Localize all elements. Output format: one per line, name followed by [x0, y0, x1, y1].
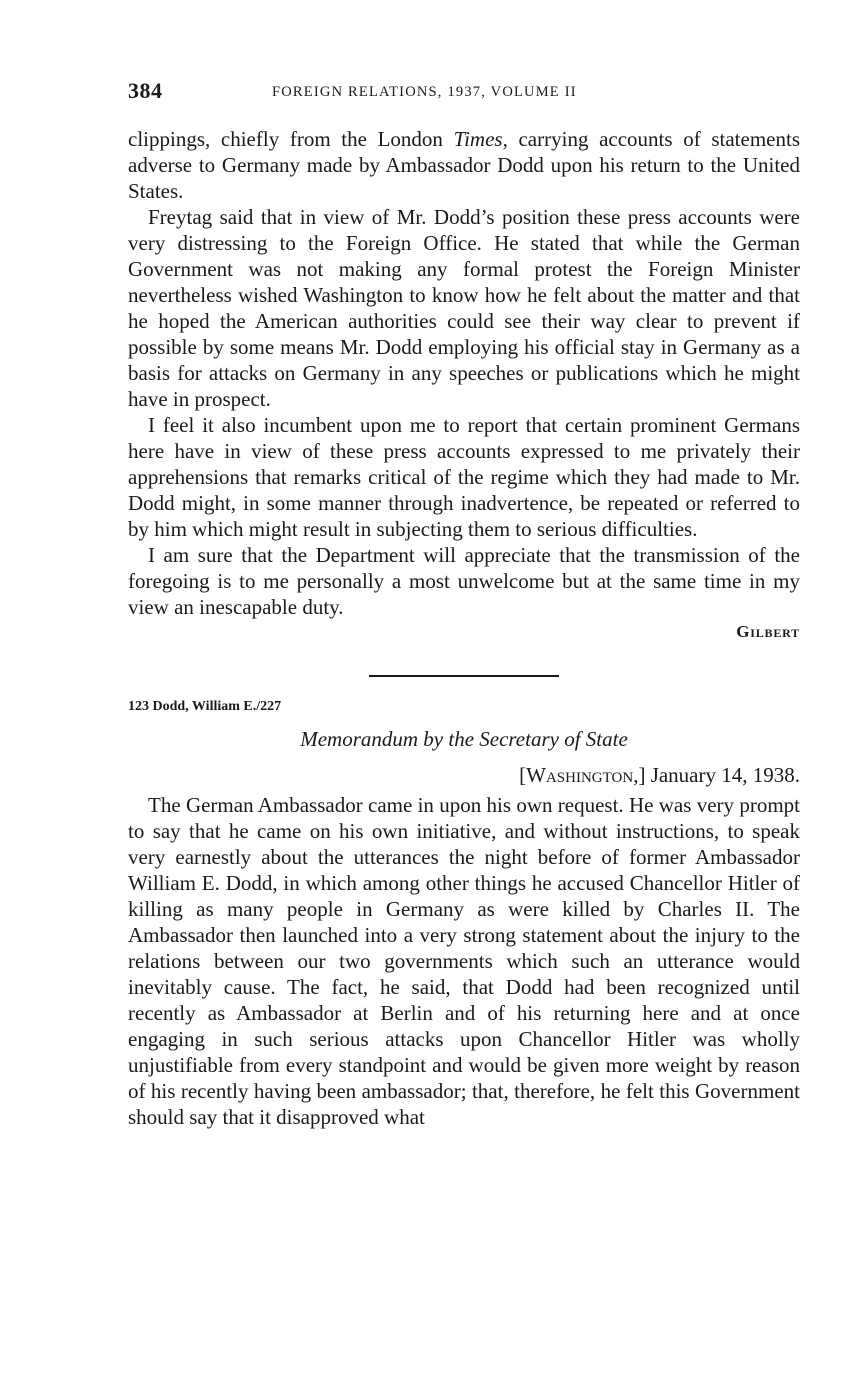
document-page [128, 76, 800, 1130]
letter-paragraph-1-part-a: clippings, chiefly from the London [128, 127, 454, 151]
page-number: 384 [128, 78, 163, 103]
dateline-date: January 14, 1938. [650, 763, 800, 787]
file-reference: 123 Dodd, William E./227 [128, 699, 282, 714]
signature: Gilbert [736, 622, 800, 641]
document-title: Memorandum by the Secretary of State [300, 727, 628, 751]
letter-paragraph-2: Freytag said that in view of Mr. Dodd’s position these press accounts were very distressing to the Foreign Office. He stated that while the German Government was not making any formal protest the Foreign Minister nevertheless wished Washington to know how he felt about the matter and that he hoped the American authorities could see their way clear to prevent if possible by some means Mr. Dodd employing his official stay in Germany as a basis for attacks on Germany in any speeches or publications which he might have in prospect. [128, 205, 800, 411]
memorandum-paragraph: The German Ambassador came in upon his own request. He was very prompt to say that he came on his own initiative, and without instructions, to speak very earnestly about the utterances the night before of former Ambassador William E. Dodd, in which among other things he accused Chancellor Hitler of killing as many people in Germany as were killed by Charles II. The Ambassador then launched into a very strong statement about the injury to the relations between our two governments which such an utterance would inevitably cause. The fact, he said, that Dodd had been recognized until recently as Ambassador at Berlin and of his returning here and at once engaging in such serious attacks upon Chancellor Hitler was wholly unjustifiable from every standpoint and would be given more weight by reason of his recently having been ambassador; that, therefore, he felt this Government should say that it disapproved what [128, 793, 800, 1129]
letter-paragraph-1 [128, 126, 800, 204]
running-title: FOREIGN RELATIONS, 1937, VOLUME II [272, 84, 577, 100]
letter-paragraph-1-part-b: , carrying accounts of statements adverse to Germany made by Ambassador Dodd upon his return to the United States. [128, 127, 800, 203]
dateline [128, 762, 800, 788]
section-divider [369, 675, 559, 677]
letter-paragraph-3: I feel it also incumbent upon me to report that certain prominent Germans here have in view of these press accounts expressed to me privately their apprehensions that remarks critical of the regime which they had made to Mr. Dodd might, in some manner through inadvertence, be repeated or referred to by him which might result in subjecting them to serious difficulties. [128, 413, 800, 541]
newspaper-title: Times [453, 127, 503, 151]
dateline-place: [Washington,] [519, 763, 646, 787]
letter-paragraph-4: I am sure that the Department will appreciate that the transmission of the foregoing is to me personally a most unwelcome but at the same time in my view an inescapable duty. [128, 543, 800, 619]
running-head [128, 76, 800, 108]
